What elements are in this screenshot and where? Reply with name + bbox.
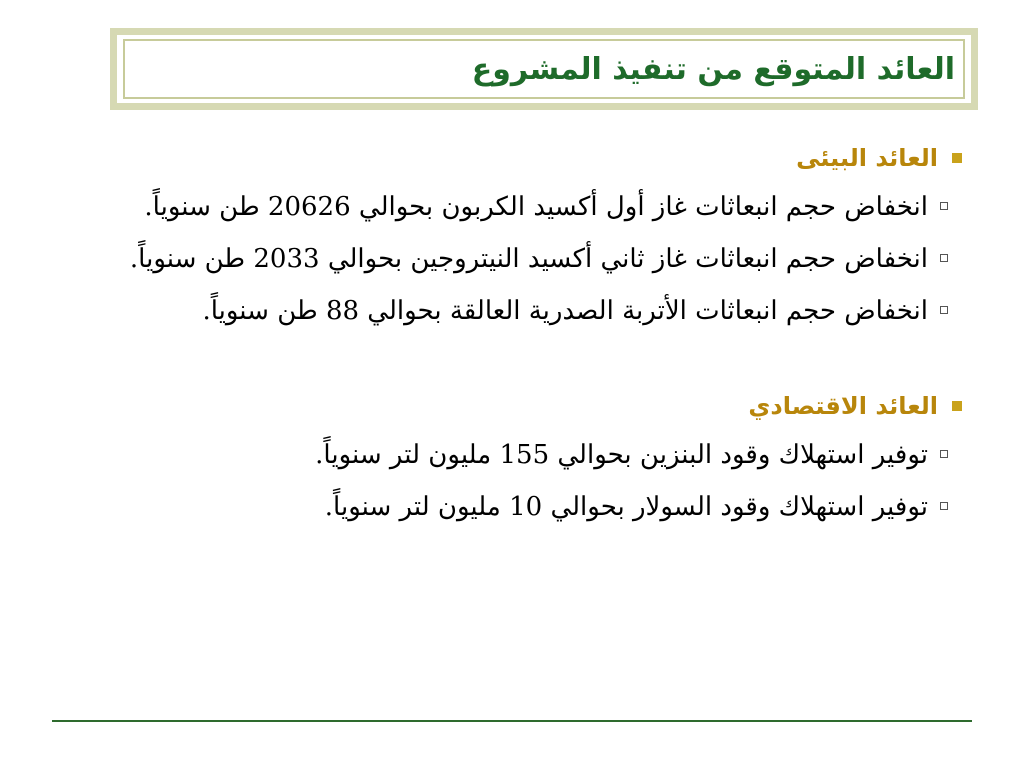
title-frame xyxy=(110,28,978,110)
list-item-text: انخفاض حجم انبعاثات غاز أول أكسيد الكربون بحوالي 20626 طن سنوياً. xyxy=(144,192,928,222)
section-heading: العائد الاقتصادي xyxy=(748,392,938,420)
section-spacer xyxy=(50,340,962,380)
slide-title: العائد المتوقع من تنفيذ المشروع xyxy=(471,51,955,87)
section-economic xyxy=(50,380,962,530)
box-bullet-icon xyxy=(940,254,948,262)
square-bullet-icon xyxy=(952,401,962,411)
section-heading-row xyxy=(50,380,962,432)
title-inner-border xyxy=(123,39,965,99)
section-heading: العائد البيئى xyxy=(796,144,938,172)
section-environmental xyxy=(50,132,962,334)
box-bullet-icon xyxy=(940,502,948,510)
box-bullet-icon xyxy=(940,450,948,458)
list-item xyxy=(50,432,962,478)
list-item-text: انخفاض حجم انبعاثات الأتربة الصدرية العالقة بحوالي 88 طن سنوياً. xyxy=(202,296,928,326)
box-bullet-icon xyxy=(940,306,948,314)
bottom-divider xyxy=(52,720,972,722)
list-item xyxy=(50,484,962,530)
list-item-text: انخفاض حجم انبعاثات غاز ثاني أكسيد النيتروجين بحوالي 2033 طن سنوياً. xyxy=(129,244,928,274)
list-item xyxy=(50,184,962,230)
box-bullet-icon xyxy=(940,202,948,210)
square-bullet-icon xyxy=(952,153,962,163)
list-item xyxy=(50,288,962,334)
list-item xyxy=(50,236,962,282)
list-item-text: توفير استهلاك وقود البنزين بحوالي 155 مليون لتر سنوياً. xyxy=(315,440,928,470)
section-heading-row xyxy=(50,132,962,184)
slide-content xyxy=(50,132,962,536)
list-item-text: توفير استهلاك وقود السولار بحوالي 10 مليون لتر سنوياً. xyxy=(324,492,928,522)
